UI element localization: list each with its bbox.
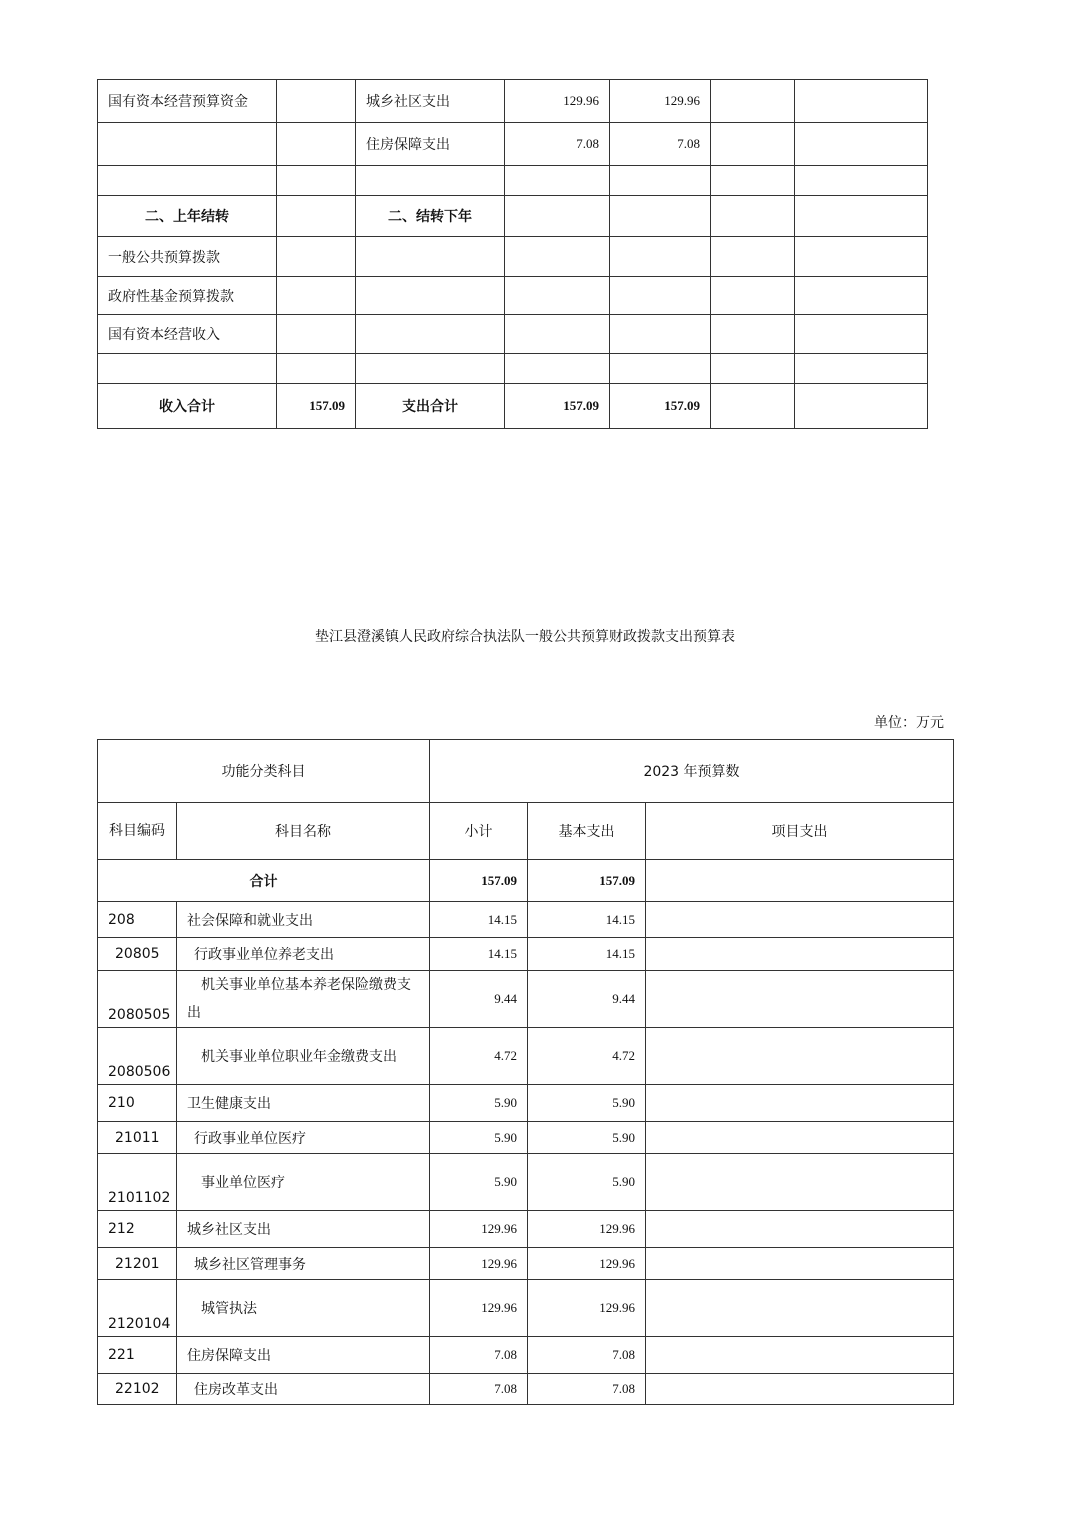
- income-amount: [277, 237, 356, 277]
- table-row: [98, 971, 954, 1028]
- expense-total-label: 支出合计: [356, 384, 505, 429]
- project-value: [646, 1028, 954, 1085]
- income-item: 国有资本经营收入: [98, 315, 277, 354]
- expense-item: [356, 277, 505, 315]
- table-row: [98, 1280, 954, 1337]
- header-code: 科目编码: [98, 803, 177, 860]
- table-row: [98, 123, 928, 166]
- totals-row: [98, 384, 928, 429]
- empty-cell: [711, 384, 795, 429]
- page-title: 垫江县澄溪镇人民政府综合执法队一般公共预算财政拨款支出预算表: [315, 629, 735, 645]
- header-name: 科目名称: [177, 803, 430, 860]
- subject-code: 221: [98, 1337, 177, 1374]
- empty-cell: [795, 80, 928, 123]
- table-row: [98, 237, 928, 277]
- subject-name: 行政事业单位医疗: [177, 1122, 430, 1154]
- basic-value: 7.08: [528, 1337, 646, 1374]
- expense-amount: [505, 237, 610, 277]
- subtotal-value: 9.44: [430, 971, 528, 1028]
- subtotal-value: 4.72: [430, 1028, 528, 1085]
- total-row: [98, 860, 954, 902]
- header-row: [98, 803, 954, 860]
- expense-amount: [505, 166, 610, 196]
- expense-item: 住房保障支出: [356, 123, 505, 166]
- income-item: [98, 166, 277, 196]
- income-amount: [277, 315, 356, 354]
- subtotal-value: 129.96: [430, 1248, 528, 1280]
- table-row: [98, 1374, 954, 1405]
- subject-name: 城乡社区支出: [177, 1211, 430, 1248]
- subject-code: 2101102: [98, 1154, 177, 1211]
- subject-code: 2080506: [98, 1028, 177, 1085]
- income-amount: [277, 80, 356, 123]
- expense-item: [356, 166, 505, 196]
- income-item: 一般公共预算拨款: [98, 237, 277, 277]
- expense-item: [356, 237, 505, 277]
- project-value: [646, 1280, 954, 1337]
- table-row: [98, 166, 928, 196]
- table-row: [98, 938, 954, 971]
- section-heading-carryover: 二、上年结转: [98, 196, 277, 237]
- project-value: [646, 1122, 954, 1154]
- income-total-label: 收入合计: [98, 384, 277, 429]
- project-value: [646, 971, 954, 1028]
- empty-cell: [711, 277, 795, 315]
- table-row: [98, 1085, 954, 1122]
- table-row: [98, 1122, 954, 1154]
- expense-amount-2: [610, 166, 711, 196]
- subject-name: 行政事业单位养老支出: [177, 938, 430, 971]
- income-item: [98, 123, 277, 166]
- expense-amount: [505, 315, 610, 354]
- subject-code: 20805: [98, 938, 177, 971]
- table-row: [98, 902, 954, 938]
- total-label: 合计: [98, 860, 430, 902]
- subject-name: 住房改革支出: [177, 1374, 430, 1405]
- empty-cell: [711, 315, 795, 354]
- table-row: [98, 1154, 954, 1211]
- expense-amount: [505, 196, 610, 237]
- header-budget-year: 2023 年预算数: [430, 740, 954, 803]
- unit-label: 单位：万元: [874, 715, 944, 731]
- income-expense-summary-table: [97, 79, 928, 429]
- empty-cell: [711, 80, 795, 123]
- expense-amount-2: [610, 237, 711, 277]
- expense-amount-2: [610, 277, 711, 315]
- basic-value: 14.15: [528, 902, 646, 938]
- subtotal-value: 5.90: [430, 1154, 528, 1211]
- basic-value: 5.90: [528, 1085, 646, 1122]
- subject-name: 事业单位医疗: [177, 1154, 430, 1211]
- empty-cell: [795, 315, 928, 354]
- income-item: 政府性基金预算拨款: [98, 277, 277, 315]
- subtotal-value: 7.08: [430, 1374, 528, 1405]
- expense-total-amount-2: 157.09: [610, 384, 711, 429]
- income-amount: [277, 277, 356, 315]
- project-value: [646, 1248, 954, 1280]
- subtotal-value: 14.15: [430, 938, 528, 971]
- table-row: [98, 196, 928, 237]
- basic-value: 5.90: [528, 1154, 646, 1211]
- table-row: [98, 277, 928, 315]
- subject-code: 208: [98, 902, 177, 938]
- empty-cell: [795, 166, 928, 196]
- expense-item: [356, 315, 505, 354]
- total-project: [646, 860, 954, 902]
- expense-amount-2: 7.08: [610, 123, 711, 166]
- basic-value: 129.96: [528, 1211, 646, 1248]
- header-subtotal: 小计: [430, 803, 528, 860]
- subtotal-value: 129.96: [430, 1211, 528, 1248]
- income-total-amount: 157.09: [277, 384, 356, 429]
- income-amount: [277, 354, 356, 384]
- expense-item: [356, 354, 505, 384]
- subject-name: 机关事业单位基本养老保险缴费支出: [177, 971, 430, 1028]
- header-project: 项目支出: [646, 803, 954, 860]
- subject-name: 城管执法: [177, 1280, 430, 1337]
- expense-amount: [505, 354, 610, 384]
- header-func-class: 功能分类科目: [98, 740, 430, 803]
- project-value: [646, 1085, 954, 1122]
- section-heading-carryforward: 二、结转下年: [356, 196, 505, 237]
- empty-cell: [795, 277, 928, 315]
- project-value: [646, 1337, 954, 1374]
- project-value: [646, 1154, 954, 1211]
- table-row: [98, 1337, 954, 1374]
- empty-cell: [795, 237, 928, 277]
- project-value: [646, 1211, 954, 1248]
- expense-amount-2: [610, 354, 711, 384]
- table-row: [98, 1211, 954, 1248]
- income-amount: [277, 196, 356, 237]
- empty-cell: [711, 123, 795, 166]
- table-row: [98, 80, 928, 123]
- expense-amount: 129.96: [505, 80, 610, 123]
- subject-name: 住房保障支出: [177, 1337, 430, 1374]
- subtotal-value: 5.90: [430, 1122, 528, 1154]
- basic-value: 129.96: [528, 1280, 646, 1337]
- subject-name: 社会保障和就业支出: [177, 902, 430, 938]
- empty-cell: [711, 196, 795, 237]
- subject-code: 21011: [98, 1122, 177, 1154]
- project-value: [646, 938, 954, 971]
- subject-name: 城乡社区管理事务: [177, 1248, 430, 1280]
- total-basic: 157.09: [528, 860, 646, 902]
- subject-code: 210: [98, 1085, 177, 1122]
- subtotal-value: 129.96: [430, 1280, 528, 1337]
- expense-amount-2: [610, 315, 711, 354]
- empty-cell: [795, 196, 928, 237]
- basic-value: 5.90: [528, 1122, 646, 1154]
- income-item: 国有资本经营预算资金: [98, 80, 277, 123]
- expense-amount: 7.08: [505, 123, 610, 166]
- header-row: [98, 740, 954, 803]
- expense-amount: [505, 277, 610, 315]
- project-value: [646, 1374, 954, 1405]
- subtotal-value: 14.15: [430, 902, 528, 938]
- income-amount: [277, 123, 356, 166]
- subtotal-value: 5.90: [430, 1085, 528, 1122]
- income-item: [98, 354, 277, 384]
- subject-code: 21201: [98, 1248, 177, 1280]
- empty-cell: [795, 123, 928, 166]
- empty-cell: [795, 384, 928, 429]
- empty-cell: [711, 166, 795, 196]
- expense-item: 城乡社区支出: [356, 80, 505, 123]
- subject-name: 卫生健康支出: [177, 1085, 430, 1122]
- expenditure-budget-table: [97, 739, 954, 1405]
- expense-amount-2: [610, 196, 711, 237]
- basic-value: 14.15: [528, 938, 646, 971]
- table-row: [98, 1028, 954, 1085]
- empty-cell: [711, 237, 795, 277]
- subject-code: 22102: [98, 1374, 177, 1405]
- header-basic: 基本支出: [528, 803, 646, 860]
- project-value: [646, 902, 954, 938]
- empty-cell: [795, 354, 928, 384]
- table-row: [98, 354, 928, 384]
- basic-value: 129.96: [528, 1248, 646, 1280]
- expense-amount-2: 129.96: [610, 80, 711, 123]
- basic-value: 9.44: [528, 971, 646, 1028]
- basic-value: 4.72: [528, 1028, 646, 1085]
- basic-value: 7.08: [528, 1374, 646, 1405]
- subject-code: 2080505: [98, 971, 177, 1028]
- total-subtotal: 157.09: [430, 860, 528, 902]
- subject-code: 2120104: [98, 1280, 177, 1337]
- table-row: [98, 315, 928, 354]
- subject-name: 机关事业单位职业年金缴费支出: [177, 1028, 430, 1085]
- income-amount: [277, 166, 356, 196]
- subject-code: 212: [98, 1211, 177, 1248]
- table-row: [98, 1248, 954, 1280]
- expense-total-amount: 157.09: [505, 384, 610, 429]
- empty-cell: [711, 354, 795, 384]
- subtotal-value: 7.08: [430, 1337, 528, 1374]
